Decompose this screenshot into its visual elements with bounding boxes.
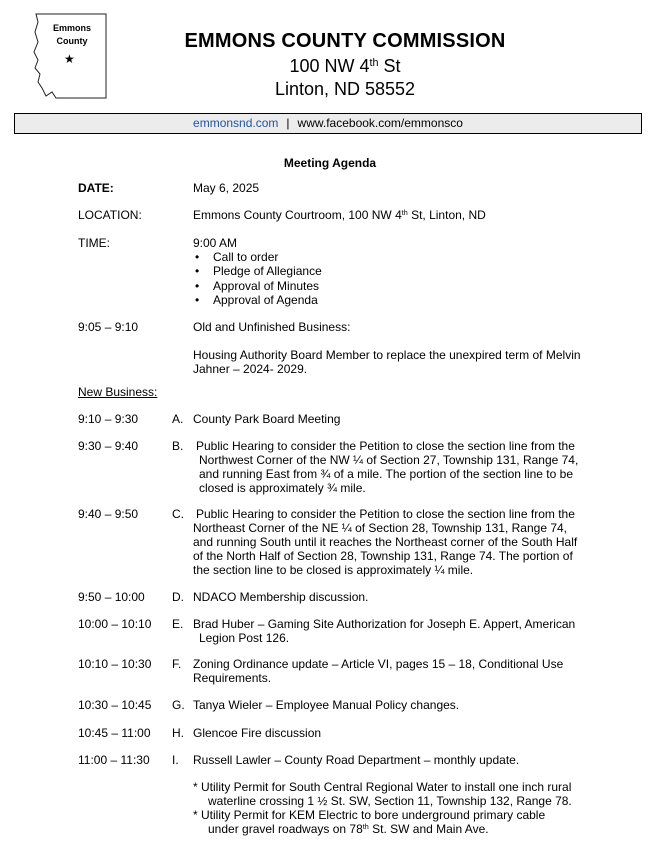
bullet-icon: • bbox=[195, 264, 200, 278]
time-value: 9:00 AM bbox=[193, 236, 238, 250]
bullet-icon: • bbox=[195, 279, 200, 293]
bullet-icon: • bbox=[195, 250, 200, 264]
opening-item: Pledge of Allegiance bbox=[213, 264, 322, 278]
note-text: under gravel roadways on 78 bbox=[208, 822, 363, 836]
web-links-bar bbox=[14, 113, 642, 134]
opening-item: Call to order bbox=[213, 250, 279, 264]
utility-permit-note: * Utility Permit for South Central Regional Water to install one inch rural bbox=[193, 780, 572, 794]
facebook-link[interactable]: www.facebook.com/emmonsco bbox=[297, 116, 463, 130]
item-text: the section line to be closed is approximately ¼ mile. bbox=[193, 563, 474, 577]
note-text: St. SW and Main Ave. bbox=[368, 822, 489, 836]
address-suffix: th bbox=[369, 57, 379, 70]
item-time: 9:40 – 9:50 bbox=[78, 507, 139, 521]
item-text: Public Hearing to consider the Petition to close the section line from the bbox=[196, 439, 575, 453]
item-text: Glencoe Fire discussion bbox=[193, 726, 322, 740]
item-text: Legion Post 126. bbox=[199, 631, 290, 645]
item-text: of the North Half of Section 28, Township 131, Range 74. The portion of bbox=[193, 549, 573, 563]
item-letter: H. bbox=[172, 726, 184, 740]
item-letter: I. bbox=[172, 753, 179, 767]
item-time: 9:50 – 10:00 bbox=[78, 590, 145, 604]
location-address: Emmons County Courtroom, 100 NW 4 bbox=[193, 208, 402, 222]
item-letter: A. bbox=[172, 412, 184, 426]
address-number: 100 NW 4 bbox=[289, 56, 370, 76]
street-address bbox=[120, 56, 570, 77]
item-time: 9:10 – 9:30 bbox=[78, 412, 139, 426]
time-label: TIME: bbox=[78, 236, 110, 250]
item-time: 9:30 – 9:40 bbox=[78, 439, 139, 453]
item-time: 10:10 – 10:30 bbox=[78, 657, 152, 671]
new-business-label: New Business: bbox=[78, 385, 158, 399]
old-business-detail: Jahner – 2024- 2029. bbox=[193, 362, 308, 376]
location-label: LOCATION: bbox=[78, 208, 142, 222]
location-suffix: th bbox=[401, 208, 408, 218]
item-text: Northwest Corner of the NW ¼ of Section 27, Township 131, Range 74, bbox=[199, 453, 579, 467]
item-time: 10:30 – 10:45 bbox=[78, 698, 152, 712]
item-time: 10:00 – 10:10 bbox=[78, 617, 152, 631]
item-letter: E. bbox=[172, 617, 184, 631]
item-letter: G. bbox=[172, 698, 185, 712]
item-text: Requirements. bbox=[193, 671, 272, 685]
commission-title: EMMONS COUNTY COMMISSION bbox=[184, 30, 506, 52]
item-letter: D. bbox=[172, 590, 184, 604]
utility-permit-note: waterline crossing 1 ½ St. SW, Section 11, Township 132, Range 78. bbox=[208, 794, 572, 808]
utility-permit-note: * Utility Permit for KEM Electric to bore underground primary cable bbox=[193, 808, 546, 822]
item-text: and running South until it reaches the Northeast corner of the South Half bbox=[193, 535, 578, 549]
item-text: Northeast Corner of the NE ¼ of Section 28, Township 131, Range 74, bbox=[193, 521, 568, 535]
location-city: St, Linton, ND bbox=[407, 208, 486, 222]
item-text: NDACO Membership discussion. bbox=[193, 590, 369, 604]
item-letter: B. bbox=[172, 439, 184, 453]
item-letter: F. bbox=[172, 657, 182, 671]
logo-text bbox=[45, 22, 99, 48]
date-label: DATE: bbox=[78, 181, 114, 195]
bullet-icon: • bbox=[195, 293, 200, 307]
old-business-title: Old and Unfinished Business: bbox=[193, 320, 351, 334]
item-text: Brad Huber – Gaming Site Authorization for Joseph E. Appert, American bbox=[193, 617, 576, 631]
date-value: May 6, 2025 bbox=[193, 181, 260, 195]
old-business-detail: Housing Authority Board Member to replace the unexpired term of Melvin bbox=[193, 348, 581, 362]
logo-line2: County bbox=[56, 36, 88, 46]
logo-line1: Emmons bbox=[52, 23, 91, 33]
item-time: 10:45 – 11:00 bbox=[78, 726, 151, 740]
note-suffix: th bbox=[362, 822, 369, 832]
item-letter: C. bbox=[172, 507, 184, 521]
star-icon: ★ bbox=[64, 52, 75, 66]
item-text: closed is approximately ¾ mile. bbox=[199, 481, 366, 495]
website-link[interactable]: emmonsnd.com bbox=[193, 116, 279, 130]
opening-item: Approval of Minutes bbox=[213, 279, 320, 293]
agenda-heading: Meeting Agenda bbox=[283, 156, 377, 170]
item-text: County Park Board Meeting bbox=[193, 412, 341, 426]
old-business-time: 9:05 – 9:10 bbox=[78, 320, 139, 334]
link-separator: | bbox=[286, 116, 290, 130]
city-address: Linton, ND 58552 bbox=[274, 79, 416, 99]
item-time: 11:00 – 11:30 bbox=[78, 753, 150, 767]
item-text: Russell Lawler – County Road Department – monthly update. bbox=[193, 753, 520, 767]
item-text: Tanya Wieler – Employee Manual Policy changes. bbox=[193, 698, 460, 712]
location-value bbox=[193, 208, 486, 223]
address-street: St bbox=[378, 56, 401, 76]
opening-item: Approval of Agenda bbox=[213, 293, 318, 307]
item-text: Zoning Ordinance update – Article VI, pages 15 – 18, Conditional Use bbox=[193, 657, 564, 671]
item-text: Public Hearing to consider the Petition to close the section line from the bbox=[196, 507, 575, 521]
utility-permit-note bbox=[208, 822, 489, 837]
item-text: and running East from ¾ of a mile. The portion of the section line to be bbox=[199, 467, 573, 481]
